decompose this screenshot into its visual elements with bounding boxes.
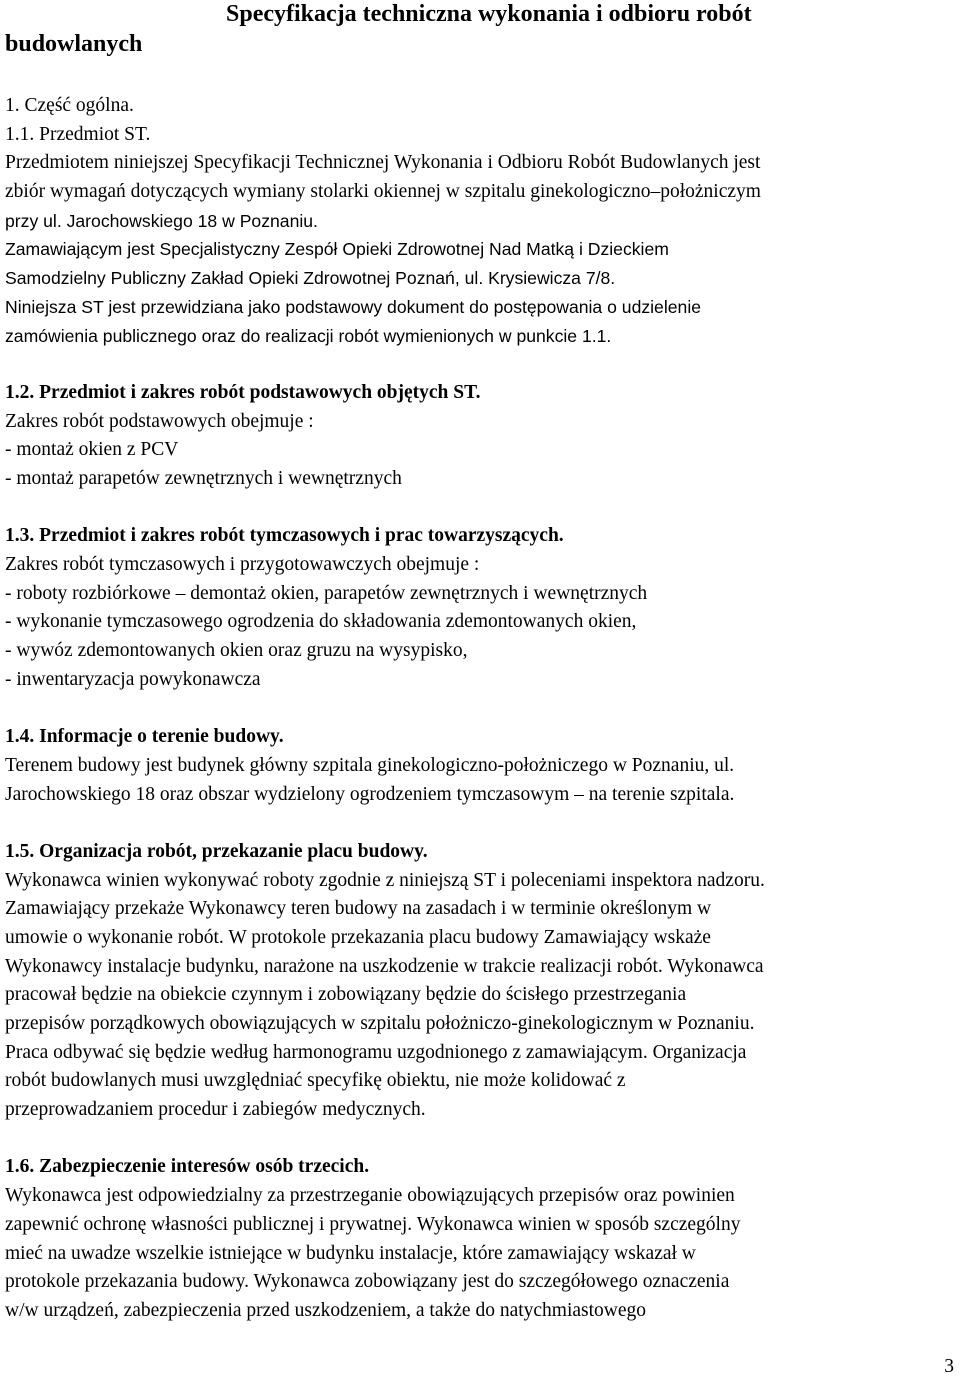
paragraph-line: zapewnić ochronę własności publicznej i prywatnej. Wykonawca winien w sposób szczególny: [5, 1213, 741, 1235]
paragraph-line: Zamawiający przekaże Wykonawcy teren budowy na zasadach i w terminie określonym w: [5, 898, 712, 920]
list-item: - wykonanie tymczasowego ogrodzenia do składowania zdemontowanych okien,: [5, 611, 637, 633]
section-heading: 1.5. Organizacja robót, przekazanie placu budowy.: [5, 840, 428, 862]
paragraph-line: Zakres robót tymczasowych i przygotowawczych obejmuje :: [5, 554, 480, 575]
document-title: Specyfikacja techniczna wykonania i odbioru robót: [226, 1, 752, 27]
subsection-heading: 1.1. Przedmiot ST.: [5, 123, 151, 145]
paragraph-line: Wykonawca winien wykonywać roboty zgodnie z niniejszą ST i poleceniami inspektora nadzoru.: [5, 869, 765, 891]
paragraph-line: przepisów porządkowych obowiązujących w szpitalu położniczo-ginekologicznym w Poznaniu.: [5, 1013, 755, 1034]
paragraph-line: Przedmiotem niniejszej Specyfikacji Technicznej Wykonania i Odbioru Robót Budowlanych jest: [5, 152, 761, 174]
paragraph-line: Zakres robót podstawowych obejmuje :: [5, 410, 314, 432]
paragraph-line: przy ul. Jarochowskiego 18 w Poznaniu.: [5, 210, 318, 231]
list-item: - roboty rozbiórkowe – demontaż okien, parapetów zewnętrznych i wewnętrznych: [5, 582, 648, 604]
document-title-continuation: budowlanych: [5, 31, 143, 57]
paragraph-line: Zamawiającym jest Specjalistyczny Zespół Opieki Zdrowotnej Nad Matką i Dzieckiem: [5, 239, 669, 260]
section-heading: 1.2. Przedmiot i zakres robót podstawowych objętych ST.: [5, 381, 481, 403]
section-heading: 1. Część ogólna.: [5, 95, 134, 116]
paragraph-line: przeprowadzaniem procedur i zabiegów medycznych.: [5, 1099, 426, 1121]
page-number: 3: [944, 1356, 954, 1377]
paragraph-line: Wykonawca jest odpowiedzialny za przestrzeganie obowiązujących przepisów oraz powinien: [5, 1185, 735, 1207]
paragraph-line: Jarochowskiego 18 oraz obszar wydzielony ogrodzeniem tymczasowym – na terenie szpitala.: [5, 783, 735, 805]
list-item: - montaż okien z PCV: [5, 439, 179, 461]
paragraph-line: Wykonawcy instalacje budynku, narażone na uszkodzenie w trakcie realizacji robót. Wykonawca: [5, 955, 764, 977]
paragraph-line: mieć na uwadze wszelkie istniejące w budynku instalacje, które zamawiający wskazał w: [5, 1242, 696, 1264]
section-heading: 1.3. Przedmiot i zakres robót tymczasowych i prac towarzyszących.: [5, 525, 564, 547]
paragraph-line: Niniejsza ST jest przewidziana jako podstawowy dokument do postępowania o udzielenie: [5, 296, 702, 317]
paragraph-line: umowie o wykonanie robót. W protokole przekazania placu budowy Zamawiający wskaże: [5, 926, 711, 948]
list-item: - montaż parapetów zewnętrznych i wewnętrznych: [5, 467, 402, 489]
list-item: - wywóz zdemontowanych okien oraz gruzu na wysypisko,: [5, 640, 468, 662]
paragraph-line: w/w urządzeń, zabezpieczenia przed uszkodzeniem, a także do natychmiastowego: [5, 1299, 647, 1321]
list-item: - inwentaryzacja powykonawcza: [5, 668, 261, 690]
paragraph-line: protokole przekazania budowy. Wykonawca zobowiązany jest do szczegółowego oznaczenia: [5, 1271, 730, 1293]
paragraph-line: zamówienia publicznego oraz do realizacji robót wymienionych w punkcie 1.1.: [5, 325, 612, 346]
paragraph-line: Samodzielny Publiczny Zakład Opieki Zdrowotnej Poznań, ul. Krysiewicza 7/8.: [5, 268, 616, 289]
section-heading: 1.4. Informacje o terenie budowy.: [5, 726, 284, 748]
paragraph-line: zbiór wymagań dotyczących wymiany stolarki okiennej w szpitalu ginekologiczno–położniczym: [5, 181, 761, 203]
paragraph-line: robót budowlanych musi uwzględniać specyfikę obiektu, nie może kolidować z: [5, 1070, 626, 1092]
paragraph-line: Terenem budowy jest budynek główny szpitala ginekologiczno-położniczego w Poznaniu, ul.: [5, 754, 735, 776]
document-body: [5, 92, 955, 1326]
paragraph-line: Praca odbywać się będzie według harmonogramu uzgodnionego z zamawiającym. Organizacja: [5, 1041, 747, 1063]
section-heading: 1.6. Zabezpieczenie interesów osób trzecich.: [5, 1156, 370, 1178]
paragraph-line: pracował będzie na obiekcie czynnym i zobowiązany będzie do ścisłego przestrzegania: [5, 984, 687, 1006]
